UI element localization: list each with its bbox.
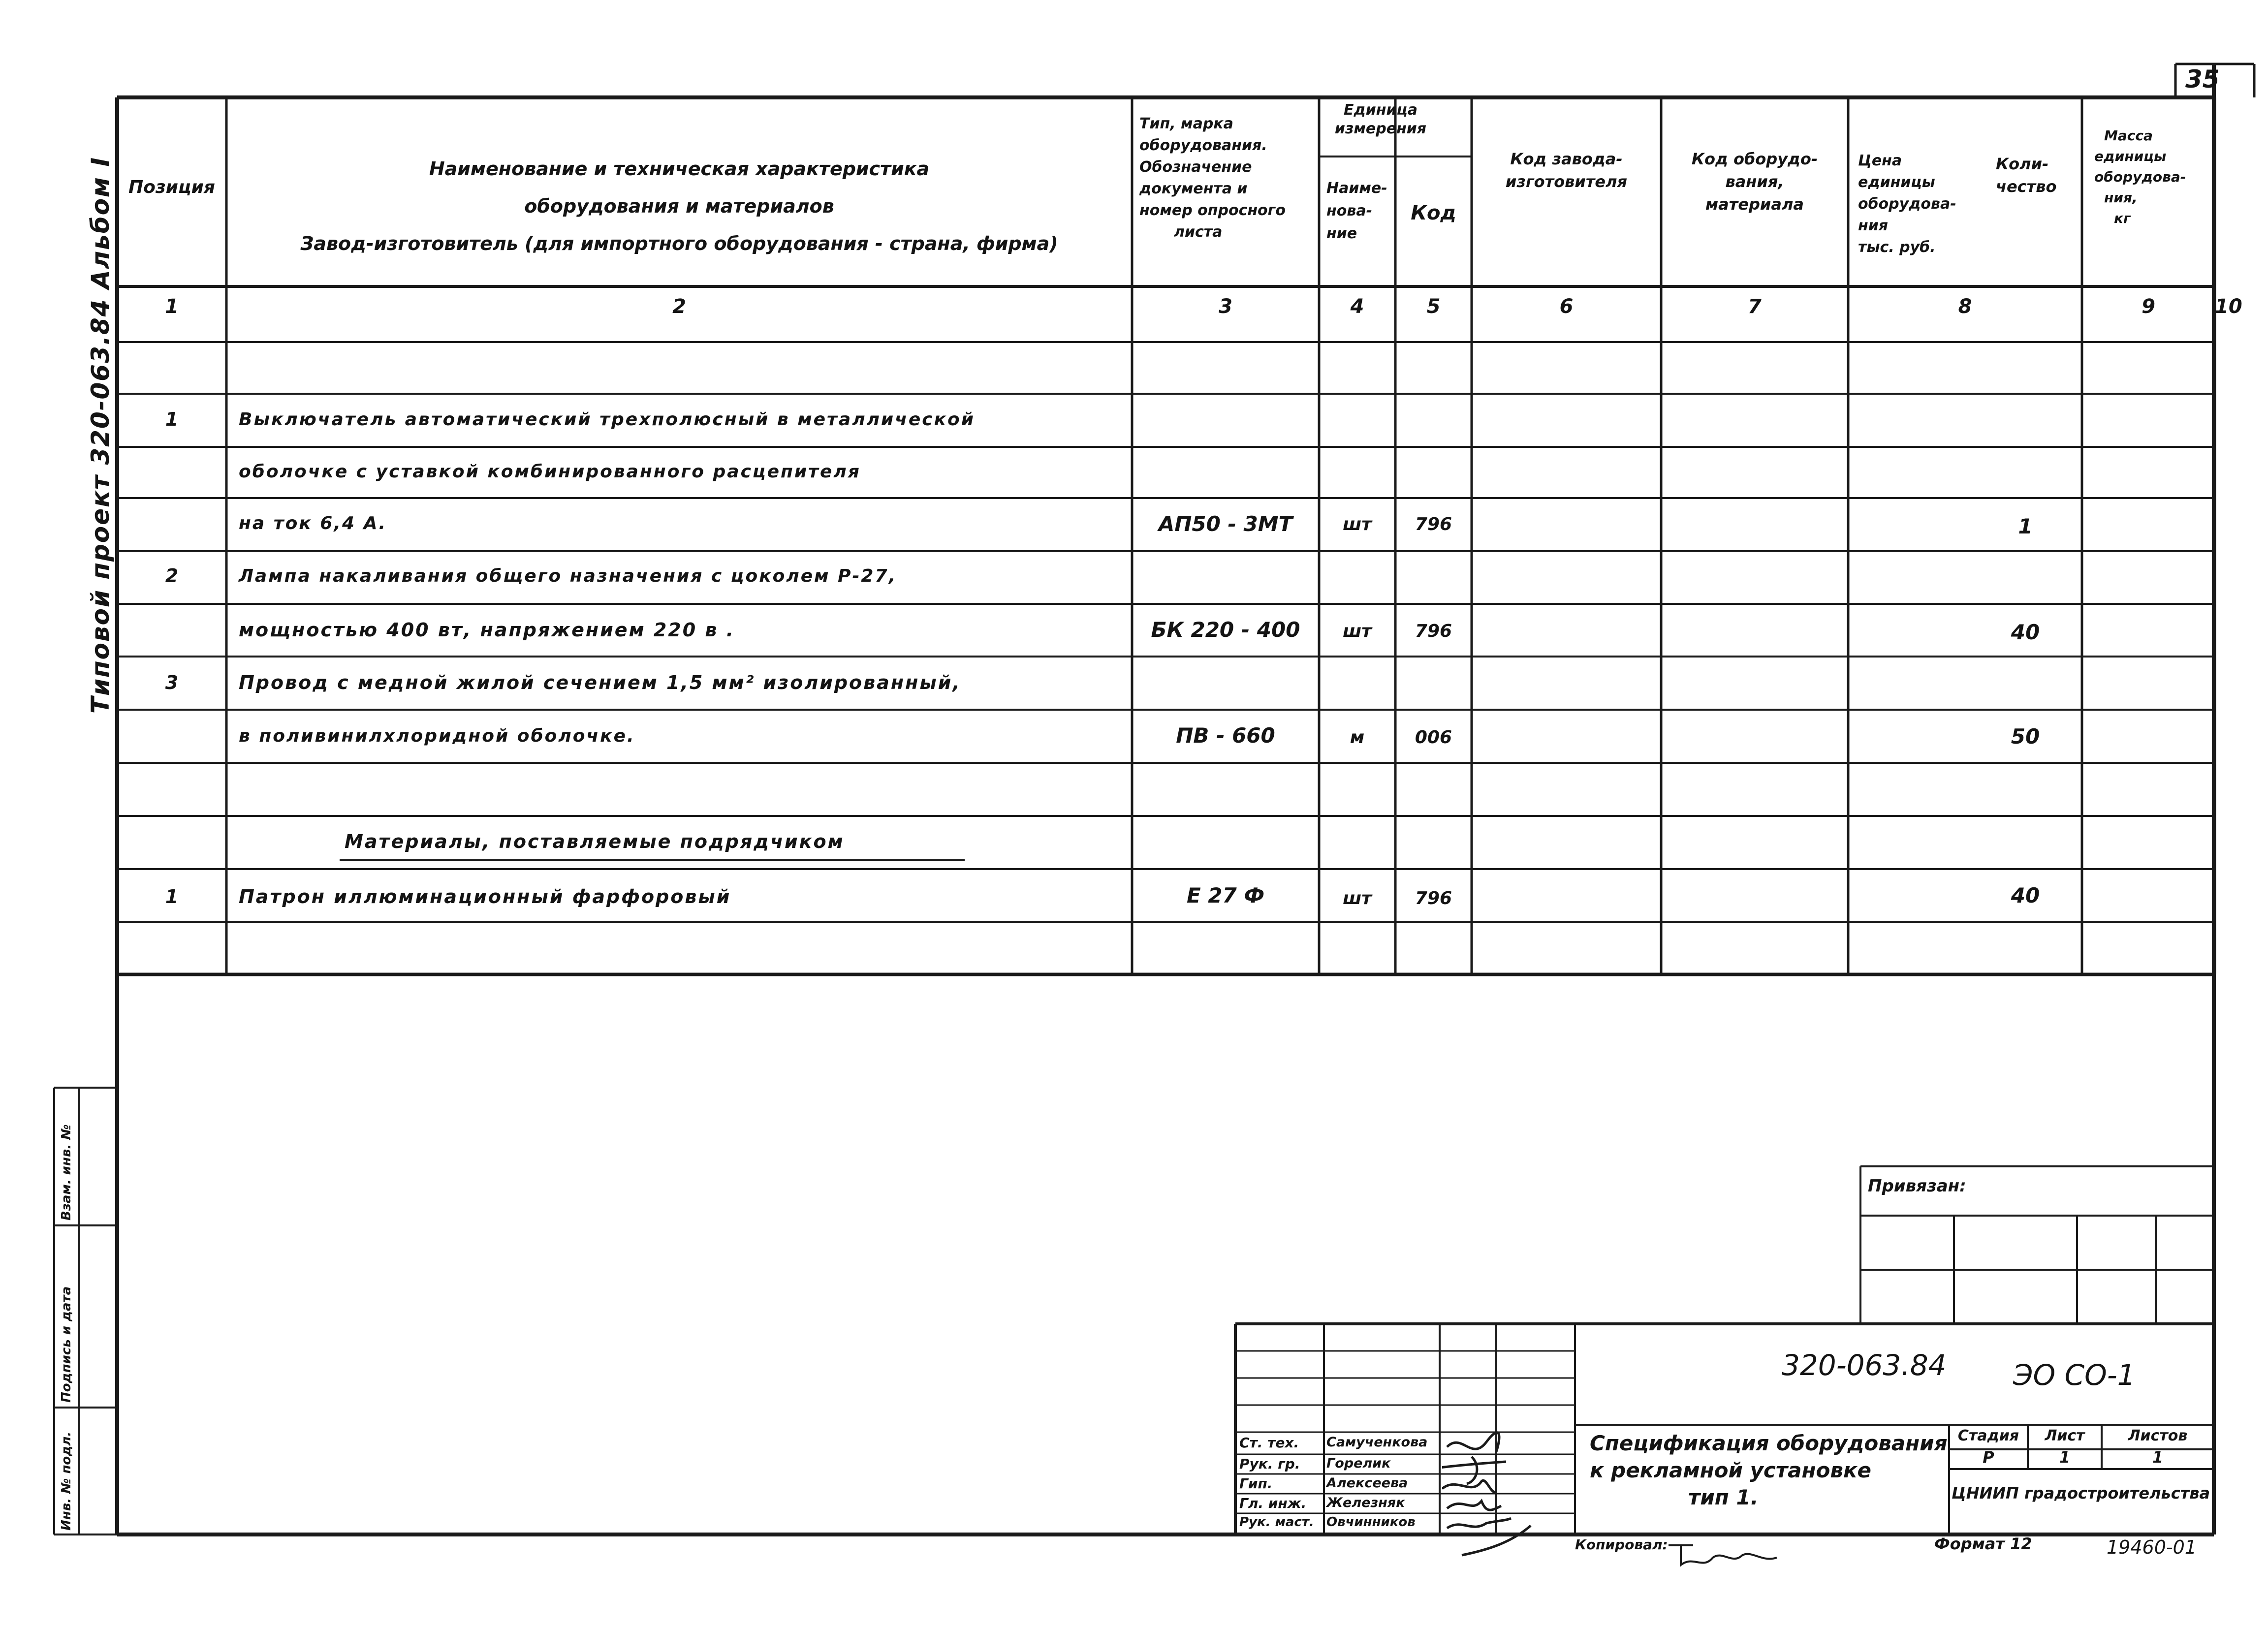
bound-label: Привязан:: [1868, 1176, 1966, 1196]
header-mass: [2094, 125, 2186, 229]
header-price-line2: единицы: [1858, 174, 1935, 191]
order-number: 19460-01: [2107, 1536, 2197, 1558]
stamp-inventory-label: Инв. № подл.: [59, 1431, 74, 1531]
header-unit-group: Единица измерения: [1334, 101, 1427, 137]
signature-name: Железняк: [1326, 1495, 1405, 1510]
row-name: на ток 6,4 А.: [239, 513, 387, 533]
header-mass-line1: Масса: [2104, 127, 2153, 144]
copied-label: Копировал:: [1575, 1536, 1668, 1553]
sheet-number: 35: [2185, 65, 2220, 94]
header-plant-code-line1: Код завода-: [1510, 150, 1623, 168]
row-name: Патрон иллюминационный фарфоровый: [239, 886, 731, 908]
header-type-line5: номер опросного: [1139, 202, 1286, 219]
row-unit-code: 006: [1415, 727, 1452, 748]
row-quantity: 40: [2011, 883, 2040, 908]
row-type: БК 220 - 400: [1151, 618, 1300, 642]
signature-name: Горелик: [1326, 1456, 1391, 1471]
header-material-code-line1: Код оборудо-: [1691, 150, 1818, 168]
row-position: 1: [165, 408, 179, 430]
column-number: 8: [1958, 295, 1972, 318]
header-mass-line2: единицы: [2094, 148, 2167, 164]
row-name: Провод с медной жилой сечением 1,5 мм² изолированный,: [239, 672, 961, 693]
row-unit-code: 796: [1415, 621, 1452, 641]
header-mass-line3: оборудова-: [2094, 169, 2186, 185]
sheets-label: Листов: [2128, 1427, 2188, 1444]
document-title: [1590, 1430, 1948, 1511]
header-type-line6: листа: [1174, 223, 1223, 241]
signature-name: Самученкова: [1326, 1435, 1428, 1450]
header-name-line2: оборудования и материалов: [524, 195, 834, 217]
header-unit-name: [1326, 177, 1387, 245]
row-name: в поливинилхлоридной оболочке.: [239, 726, 635, 746]
row-position: 2: [165, 565, 179, 587]
signature-role: Рук. гр.: [1239, 1456, 1300, 1472]
signature-role: Гип.: [1239, 1475, 1273, 1492]
row-unit-code: 796: [1415, 888, 1452, 908]
header-price-line1: Цена: [1858, 152, 1902, 169]
signature-name: Овчинников: [1326, 1515, 1416, 1530]
header-quantity: [1996, 153, 2056, 198]
document-title-line1: Спецификация оборудования: [1590, 1431, 1948, 1455]
row-type: АП50 - 3МТ: [1158, 512, 1293, 536]
column-number: 5: [1426, 295, 1441, 318]
header-quantity-line1: Коли-: [1996, 155, 2049, 173]
row-quantity: 40: [2011, 620, 2040, 644]
signature-scribbles: [1442, 1398, 1555, 1585]
header-price-line5: тыс. руб.: [1858, 239, 1936, 256]
signature-role: Гл. инж.: [1239, 1495, 1307, 1511]
side-project-label: Типовой проект 320-063.84 Альбом I: [86, 157, 115, 714]
header-plant-code-line2: изготовителя: [1505, 172, 1628, 191]
copier-signature: [1664, 1535, 1792, 1575]
materials-subheader: Материалы, поставляемые подрядчиком: [345, 831, 845, 852]
column-number: 6: [1559, 295, 1574, 318]
header-material-code-line2: вания,: [1725, 172, 1784, 191]
signature-role: Рук. маст.: [1239, 1515, 1314, 1530]
header-type-line3: Обозначение: [1139, 158, 1252, 176]
row-name: Выключатель автоматический трехполюсный в металлической: [239, 409, 976, 430]
row-unit: м: [1350, 727, 1365, 748]
row-unit: шт: [1342, 888, 1372, 908]
signature-name: Алексеева: [1326, 1475, 1408, 1491]
header-mass-line5: кг: [2114, 210, 2131, 226]
header-unit-name-line2: нова-: [1326, 202, 1373, 219]
column-number: 2: [672, 295, 686, 318]
header-material-code: [1661, 148, 1848, 216]
row-name: Лампа накаливания общего назначения с цоколем Р-27,: [239, 566, 897, 586]
organization: ЦНИИП градостроительства: [1952, 1484, 2210, 1503]
row-unit-code: 796: [1415, 514, 1452, 534]
designation: 320-063.84: [1782, 1348, 1947, 1382]
header-price: [1858, 150, 1956, 258]
column-number: 7: [1748, 295, 1762, 318]
sheet-label: Лист: [2045, 1427, 2085, 1444]
row-name: оболочке с уставкой комбинированного расцепителя: [239, 462, 861, 482]
row-type: Е 27 Ф: [1186, 883, 1265, 908]
header-quantity-line2: чество: [1996, 177, 2057, 196]
header-type-line1: Тип, марка: [1139, 115, 1233, 132]
format-label: Формат 12: [1934, 1534, 2032, 1553]
header-name-line3: Завод-изготовитель (для импортного оборудования - страна, фирма): [300, 233, 1058, 254]
sheets-value: 1: [2152, 1448, 2164, 1467]
stage-label: Стадия: [1957, 1427, 2019, 1444]
stamp-replacement-label: Взам. инв. №: [59, 1124, 74, 1221]
header-unit-name-line1: Наиме-: [1326, 180, 1387, 197]
header-material-code-line3: материала: [1705, 195, 1804, 214]
column-number: 9: [2142, 295, 2155, 318]
row-type: ПВ - 660: [1176, 723, 1275, 748]
header-type-line2: оборудования.: [1139, 137, 1267, 154]
header-unit-code: Код: [1411, 202, 1456, 224]
row-position: 1: [165, 886, 179, 908]
stamp-signature-label: Подпись и дата: [59, 1286, 74, 1403]
sheet-code: ЭО СО-1: [2013, 1358, 2136, 1392]
header-plant-code: [1472, 148, 1661, 193]
signature-role: Ст. тех.: [1239, 1435, 1299, 1451]
document-title-line3: тип 1.: [1688, 1485, 1759, 1509]
sheet-value: 1: [2059, 1448, 2071, 1467]
row-position: 3: [165, 672, 179, 693]
header-name-line1: Наименование и техническая характеристика: [429, 158, 930, 180]
header-price-line4: ния: [1858, 217, 1889, 234]
header-price-line3: оборудова-: [1858, 195, 1956, 213]
column-number: 3: [1219, 295, 1232, 318]
document-title-line2: к рекламной установке: [1590, 1458, 1871, 1482]
column-number: 1: [165, 295, 179, 318]
row-unit: шт: [1342, 621, 1372, 641]
row-quantity: 50: [2011, 724, 2040, 749]
header-unit-name-line3: ние: [1326, 225, 1357, 242]
header-mass-line4: ния,: [2104, 189, 2138, 206]
row-name: мощностью 400 вт, напряжением 220 в .: [239, 619, 735, 641]
header-type-line4: документа и: [1139, 180, 1248, 197]
row-unit: шт: [1342, 514, 1372, 534]
header-name: [231, 150, 1127, 262]
header-type: [1139, 113, 1286, 243]
row-quantity: 1: [2018, 514, 2033, 538]
header-position: Позиция: [128, 177, 216, 197]
column-number: 4: [1350, 295, 1364, 318]
stage-value: Р: [1983, 1448, 1994, 1467]
